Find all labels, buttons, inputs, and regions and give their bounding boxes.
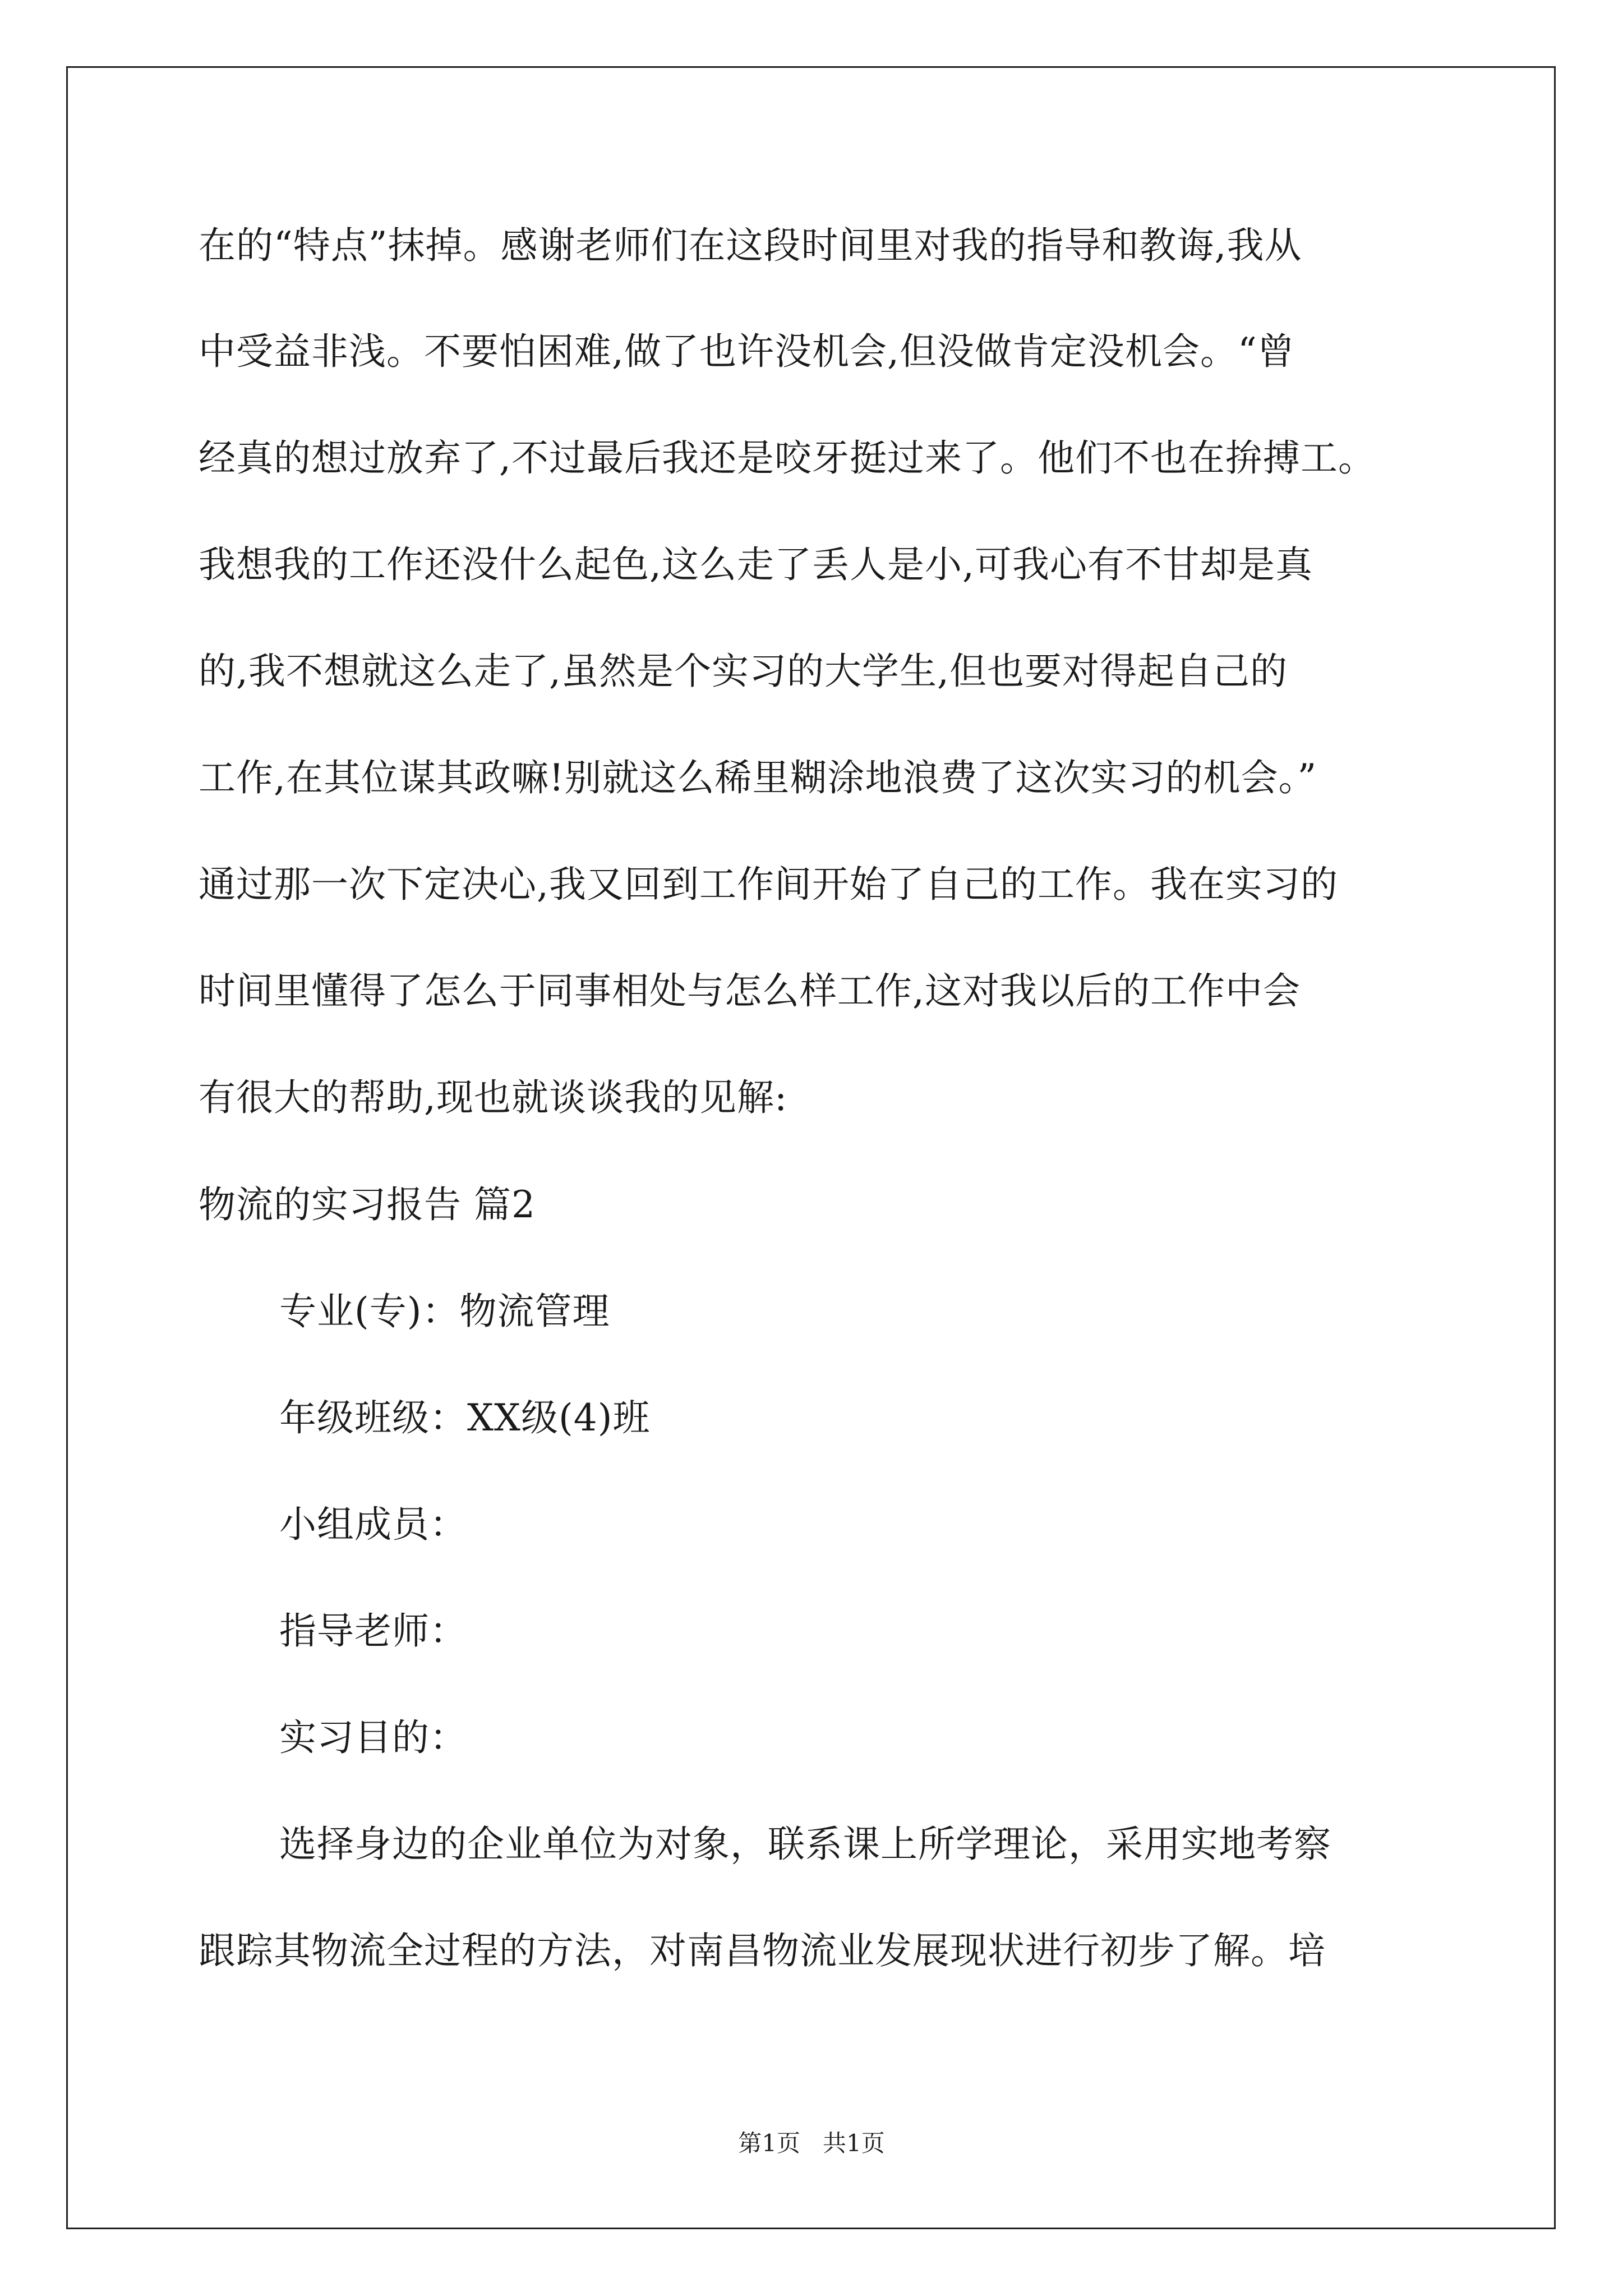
page-number: 第1页 共1页 bbox=[738, 2129, 885, 2157]
body-line: 通过那一次下定决心,我又回到工作间开始了自己的工作。我在实习的 bbox=[199, 863, 1338, 906]
field-advisor: 指导老师： bbox=[279, 1609, 467, 1653]
section-title: 物流的实习报告 篇2 bbox=[199, 1183, 536, 1226]
body-line: 时间里懂得了怎么于同事相处与怎么样工作,这对我以后的工作中会 bbox=[199, 969, 1301, 1013]
body-line: 我想我的工作还没什么起色,这么走了丢人是小,可我心有不甘却是真 bbox=[199, 543, 1313, 586]
field-members: 小组成员： bbox=[279, 1503, 467, 1546]
purpose-line: 跟踪其物流全过程的方法，对南昌物流业发展现状进行初步了解。培 bbox=[199, 1929, 1326, 1972]
field-major: 专业(专)：物流管理 bbox=[279, 1290, 610, 1333]
body-line: 的,我不想就这么走了,虽然是个实习的大学生,但也要对得起自己的 bbox=[199, 650, 1288, 693]
body-line: 中受益非浅。不要怕困难,做了也许没机会,但没做肯定没机会。“曾 bbox=[199, 330, 1295, 373]
body-line: 工作,在其位谋其政嘛!别就这么稀里糊涂地浪费了这次实习的机会。” bbox=[199, 756, 1317, 799]
field-class: 年级班级：XX级(4)班 bbox=[279, 1396, 651, 1439]
body-line: 经真的想过放弃了,不过最后我还是咬牙挺过来了。他们不也在拚搏工。 bbox=[199, 436, 1376, 480]
field-purpose: 实习目的： bbox=[279, 1716, 467, 1759]
page-border bbox=[66, 66, 1556, 2229]
body-line: 在的“特点”抹掉。感谢老师们在这段时间里对我的指导和教诲,我从 bbox=[199, 224, 1302, 267]
body-line: 有很大的帮助,现也就谈谈我的见解: bbox=[199, 1076, 788, 1119]
purpose-line: 选择身边的企业单位为对象，联系课上所学理论，采用实地考察 bbox=[279, 1823, 1331, 1866]
